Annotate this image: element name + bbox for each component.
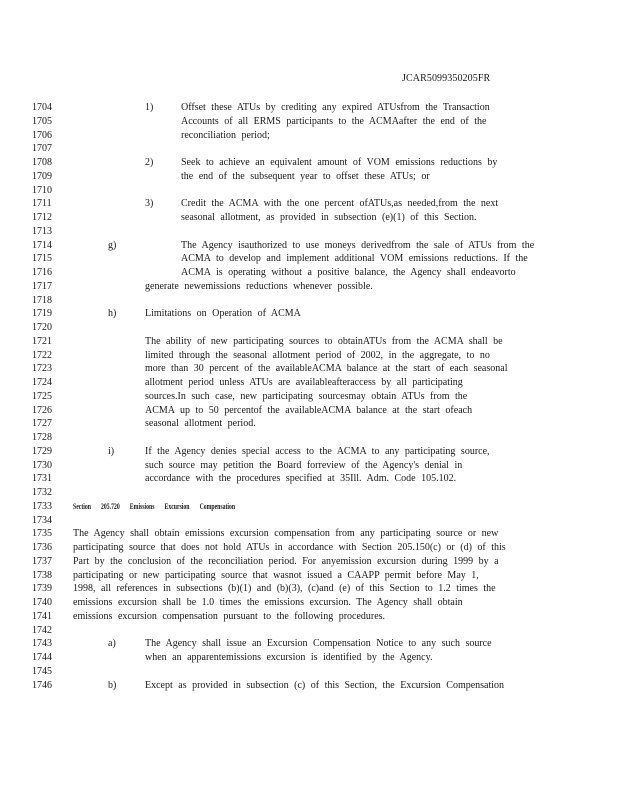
line-text: emissions excursion shall be 1.0 times the emissions excursion. The Agency shall obtain — [73, 597, 463, 608]
line-text: participating source that does not hold ATUs in accordance with Section 205.150(c) or (d) of this — [73, 542, 506, 553]
document-line — [0, 362, 618, 375]
line-number: 1721 — [32, 335, 52, 347]
line-text: ACMA is operating without a positive balance, the Agency shall endeavorto — [181, 267, 516, 278]
document-line — [0, 624, 618, 637]
line-number: 1743 — [32, 638, 52, 650]
line-number: 1712 — [32, 212, 52, 223]
document-line — [0, 665, 618, 678]
document-line — [0, 280, 618, 293]
section-heading: Section 205.720 Emissions Excursion Compensation — [73, 501, 236, 511]
line-number: 1726 — [32, 404, 52, 416]
line-number: 1719 — [32, 308, 52, 320]
document-id: JCAR5099350205FR — [402, 73, 491, 84]
document-line — [0, 459, 618, 472]
document-line — [0, 541, 618, 554]
line-text: 1998, all references in subsections (b)(1) and (b)(3), (c)and (e) of this Section to 1.2 times the — [73, 583, 496, 595]
line-number: 1722 — [32, 349, 52, 361]
line-number: 1714 — [32, 239, 52, 251]
document-line — [0, 500, 618, 513]
line-number: 1718 — [32, 294, 52, 306]
document-line — [0, 197, 618, 210]
document-line — [0, 445, 618, 458]
line-number: 1710 — [32, 184, 52, 196]
line-text: limited through the seasonal allotment period of 2002, in the aggregate, to no — [145, 349, 490, 361]
line-text: sources.In such case, new participating sourcesmay obtain ATUs from the — [145, 390, 468, 402]
document-line — [0, 252, 618, 265]
line-number: 1725 — [32, 390, 52, 402]
document-line — [0, 610, 618, 623]
line-number: 1704 — [32, 102, 52, 113]
document-line — [0, 527, 618, 540]
line-text: Seek to achieve an equivalent amount of VOM emissions reductions by — [181, 157, 498, 168]
document-line — [0, 514, 618, 527]
line-text: emissions excursion compensation pursuant to the following procedures. — [73, 610, 386, 622]
item-label: 2) — [145, 157, 154, 168]
line-number: 1705 — [32, 115, 52, 127]
line-text: Offset these ATUs by crediting any expired ATUsfrom the Transaction — [181, 102, 490, 113]
document-line — [0, 582, 618, 595]
document-line — [0, 142, 618, 155]
line-number: 1723 — [32, 363, 52, 375]
line-text: The Agency shall obtain emissions excursion compensation from any participating source or new — [73, 528, 499, 540]
line-text: The ability of new participating sources to obtainATUs from the ACMA shall be — [145, 335, 503, 347]
item-label: h) — [108, 308, 117, 320]
line-text: Part by the conclusion of the reconciliation period. For anyemission excursion during 1999 by a — [73, 555, 499, 567]
document-line — [0, 156, 618, 169]
line-text: If the Agency denies special access to the ACMA to any participating source, — [145, 445, 490, 457]
item-label: i) — [108, 445, 115, 457]
document-line — [0, 335, 618, 348]
line-number: 1715 — [32, 253, 52, 265]
line-number: 1724 — [32, 377, 52, 388]
line-text: more than 30 percent of the availableACMA balance at the start of each seasonal — [145, 363, 508, 375]
line-text: seasonal allotment period. — [145, 418, 256, 430]
document-line — [0, 266, 618, 279]
line-text: The Agency isauthorized to use moneys derivedfrom the sale of ATUs from the — [181, 239, 535, 251]
document-line — [0, 115, 618, 128]
line-text: ACMA up to 50 percentof the availableACMA balance at the start ofeach — [145, 404, 473, 416]
line-text: such source may petition the Board forreview of the Agency's denial in — [145, 459, 463, 471]
line-text: participating or new participating source that wasnot issued a CAAPP permit before May 1, — [73, 569, 479, 581]
line-text: when an apparentemissions excursion is identified by the Agency. — [145, 652, 433, 663]
document-line — [0, 376, 618, 389]
line-text: Credit the ACMA with the one percent ofATUs,as needed,from the next — [181, 198, 499, 210]
line-number: 1735 — [32, 528, 52, 540]
line-text: Except as provided in subsection (c) of this Section, the Excursion Compensation — [145, 679, 505, 691]
line-number: 1708 — [32, 157, 52, 168]
line-text: The Agency shall issue an Excursion Compensation Notice to any such source — [145, 638, 492, 650]
document-line — [0, 569, 618, 582]
document-line — [0, 679, 618, 692]
document-line — [0, 349, 618, 362]
line-number: 1741 — [32, 610, 52, 622]
document-line — [0, 211, 618, 224]
line-number: 1742 — [32, 624, 52, 636]
line-text: seasonal allotment, as provided in subsection (e)(1) of this Section. — [181, 212, 477, 223]
document-line — [0, 417, 618, 430]
line-number: 1732 — [32, 487, 52, 498]
document-line — [0, 184, 618, 197]
document-line — [0, 390, 618, 403]
document-line — [0, 239, 618, 252]
document-line — [0, 651, 618, 664]
line-number: 1736 — [32, 542, 52, 553]
item-label: 3) — [145, 198, 154, 210]
line-number: 1707 — [32, 143, 52, 155]
line-text: Limitations on Operation of ACMA — [145, 308, 301, 320]
document-line — [0, 404, 618, 417]
line-text: allotment period unless ATUs are availableafteraccess by all participating — [145, 377, 463, 388]
line-number: 1734 — [32, 514, 52, 526]
item-label: a) — [108, 638, 116, 650]
line-number: 1716 — [32, 267, 52, 278]
line-number: 1738 — [32, 569, 52, 581]
line-text: accordance with the procedures specified at 35Ill. Adm. Code 105.102. — [145, 473, 457, 485]
item-label: g) — [108, 239, 117, 251]
line-text: ACMA to develop and implement additional VOM emissions reductions. If the — [181, 253, 528, 265]
line-number: 1709 — [32, 170, 52, 182]
document-line — [0, 307, 618, 320]
document-line — [0, 472, 618, 485]
line-number: 1729 — [32, 445, 52, 457]
document-line — [0, 129, 618, 142]
line-number: 1720 — [32, 322, 52, 333]
line-number: 1730 — [32, 459, 52, 471]
line-number: 1717 — [32, 280, 52, 292]
line-number: 1728 — [32, 432, 52, 443]
item-label: 1) — [145, 102, 154, 113]
line-text: reconciliation period; — [181, 129, 270, 141]
line-number: 1740 — [32, 597, 52, 608]
line-text: the end of the subsequent year to offset these ATUs; or — [181, 170, 430, 182]
document-line — [0, 555, 618, 568]
document-line — [0, 321, 618, 334]
item-label: b) — [108, 679, 117, 691]
line-number: 1746 — [32, 679, 52, 691]
line-number: 1744 — [32, 652, 52, 663]
line-number: 1733 — [32, 500, 52, 512]
line-text: generate newemissions reductions whenever possible. — [145, 280, 373, 292]
document-line — [0, 170, 618, 183]
document-line — [0, 431, 618, 444]
line-number: 1737 — [32, 555, 52, 567]
line-number: 1745 — [32, 665, 52, 677]
line-number: 1731 — [32, 473, 52, 485]
document-line — [0, 596, 618, 609]
document-line — [0, 225, 618, 238]
line-number: 1711 — [32, 198, 52, 210]
line-number: 1713 — [32, 225, 52, 237]
document-line — [0, 637, 618, 650]
document-line — [0, 486, 618, 499]
line-number: 1706 — [32, 129, 52, 141]
line-text: Accounts of all ERMS participants to the ACMAafter the end of the — [181, 115, 487, 127]
line-number: 1727 — [32, 418, 52, 430]
document-line — [0, 101, 618, 114]
document-line — [0, 294, 618, 307]
line-number: 1739 — [32, 583, 52, 595]
